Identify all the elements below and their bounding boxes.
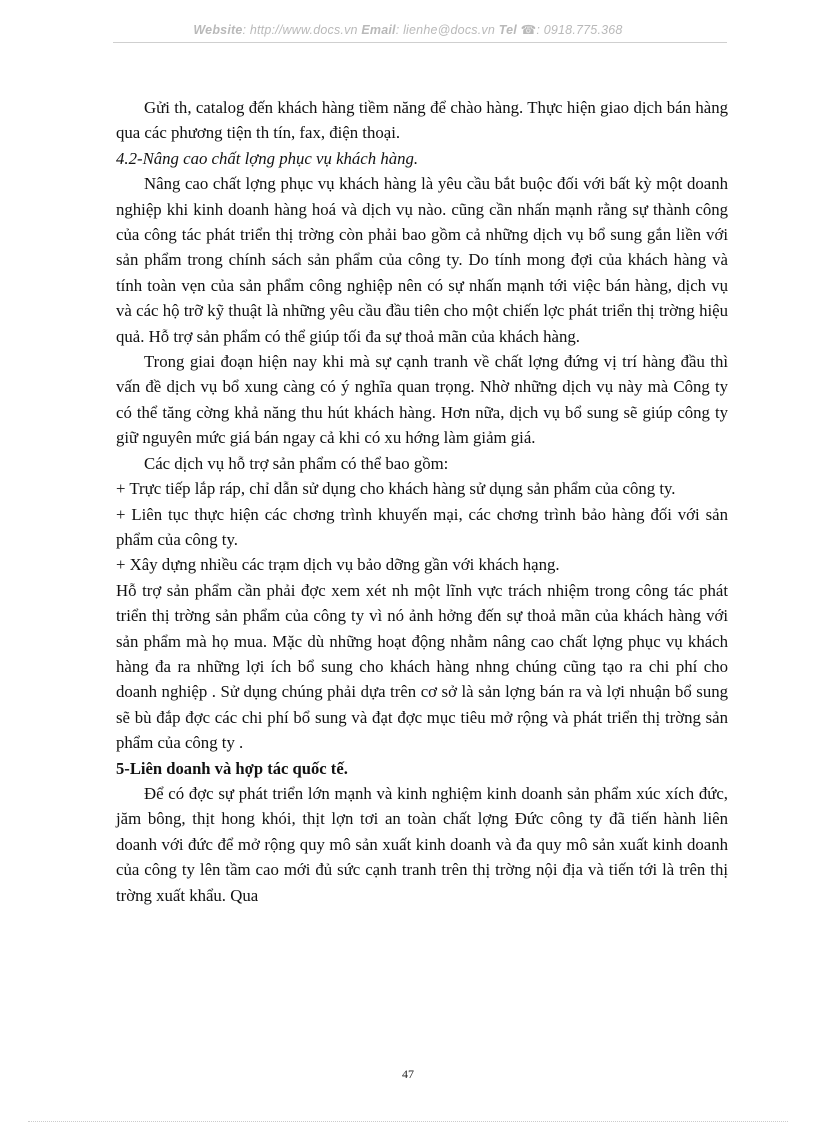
paragraph-support-list-intro: Các dịch vụ hỗ trợ sản phẩm có thể bao gồm: bbox=[144, 453, 449, 473]
paragraph-service-quality: Nâng cao chất lợng phục vụ khách hàng là yêu cầu bắt buộc đối với bất kỳ một doanh nghiệp khi kinh doanh hàng hoá và dịch vụ nào. cũng cần nhấn mạnh rằng sự thành công của công tác phát triển thị trờng còn phải bao gồm cả những dịch vụ bổ sung gắn liền với sản phẩm trong chính sách sản phẩm của công ty. Do tính mong đợi của khách hàng và tính toàn vẹn của sản phẩm công nghiệp nên có sự nhấn mạnh tới việc bán hàng, dịch vụ và các hộ trỡ kỹ thuật là những yêu cầu đầu tiên cho một chiến lợc phát triển thị trờng hiệu quả. Hỗ trợ sản phẩm có thể giúp tối đa sự thoả mãn của khách hàng. bbox=[116, 174, 728, 346]
paragraph-catalog: Gửi th, catalog đến khách hàng tiềm năng để chào hàng. Thực hiện giao dịch bán hàng qua các phương tiện th tín, fax, điện thoại. bbox=[116, 98, 728, 143]
paragraph-joint-venture: Để có đợc sự phát triển lớn mạnh và kinh nghiệm kinh doanh sản phẩm xúc xích đức, jăm bông, thịt hong khói, thịt lợn tơi an toàn chất lợng Đức công ty đã tiến hành liên doanh với đức để mở rộng quy mô sản xuất kinh doanh và đa quy mô sản xuất kinh doanh của công ty lên tầm cao mới đủ sức cạnh tranh trên thị trờng nội địa và tiến tới là trên thị trờng xuất khẩu. Qua bbox=[116, 783, 728, 905]
page-number: 47 bbox=[402, 1067, 414, 1081]
email-label: Email bbox=[361, 23, 396, 37]
header-divider bbox=[113, 42, 727, 43]
paragraph-product-support: Hỗ trợ sản phẩm cần phải đợc xem xét nh một lĩnh vực trách nhiệm trong công tác phát triển thị trờng sản phẩm của công ty vì nó ảnh hởng đến sự thoả mãn của khách hàng với sản phẩm mà họ mua. Mặc dù những hoạt động nhằm nâng cao chất lợng phục vụ khách hàng đa ra những lợi ích bổ sung cho khách hàng nhng chúng cũng tạo ra chi phí cho doanh nghiệp . Sử dụng chúng phải dựa trên cơ sở là sản lợng bán ra và lợi nhuận bổ sung sẽ bù đắp đợc các chi phí bổ sung và đạt đợc mục tiêu mở rộng và phát triển thị trờng sản phẩm của công ty . bbox=[116, 580, 728, 753]
page-header bbox=[0, 22, 816, 37]
email-value[interactable]: : lienhe@docs.vn bbox=[395, 23, 496, 37]
section-heading-4-2: 4.2-Nâng cao chất lợng phục vụ khách hàng. bbox=[116, 148, 419, 168]
list-item-service-stations: + Xây dựng nhiều các trạm dịch vụ bảo dỡng gần với khách hạng. bbox=[116, 555, 560, 575]
list-item-assembly: + Trực tiếp lắp ráp, chỉ dẫn sử dụng cho khách hàng sử dụng sản phẩm của công ty. bbox=[116, 479, 676, 499]
website-label: Website bbox=[193, 23, 243, 37]
list-item-promotions: + Liên tục thực hiện các chơng trình khuyến mại, các chơng trình bảo hàng đối với sản phẩm của công ty. bbox=[116, 504, 728, 549]
section-heading-5: 5-Liên doanh và hợp tác quốc tế. bbox=[116, 758, 348, 778]
document-body bbox=[116, 95, 728, 908]
phone-icon: ☎ bbox=[520, 23, 537, 37]
paragraph-competition: Trong giai đoạn hiện nay khi mà sự cạnh tranh về chất lợng đứng vị trí hàng đầu thì vấn đề dịch vụ bổ xung càng có ý nghĩa quan trọng. Nhờ những dịch vụ này mà Công ty có thể tăng cờng khả năng thu hút khách hàng. Hơn nữa, dịch vụ bổ sung sẽ giúp công ty giữ nguyên mức giá bán ngay cả khi có xu hớng làm giảm giá. bbox=[116, 352, 728, 448]
tel-label: Tel bbox=[498, 23, 517, 37]
tel-value: : 0918.775.368 bbox=[536, 23, 623, 37]
website-url[interactable]: : http://www.docs.vn bbox=[242, 23, 358, 37]
footer-divider bbox=[28, 1121, 788, 1122]
